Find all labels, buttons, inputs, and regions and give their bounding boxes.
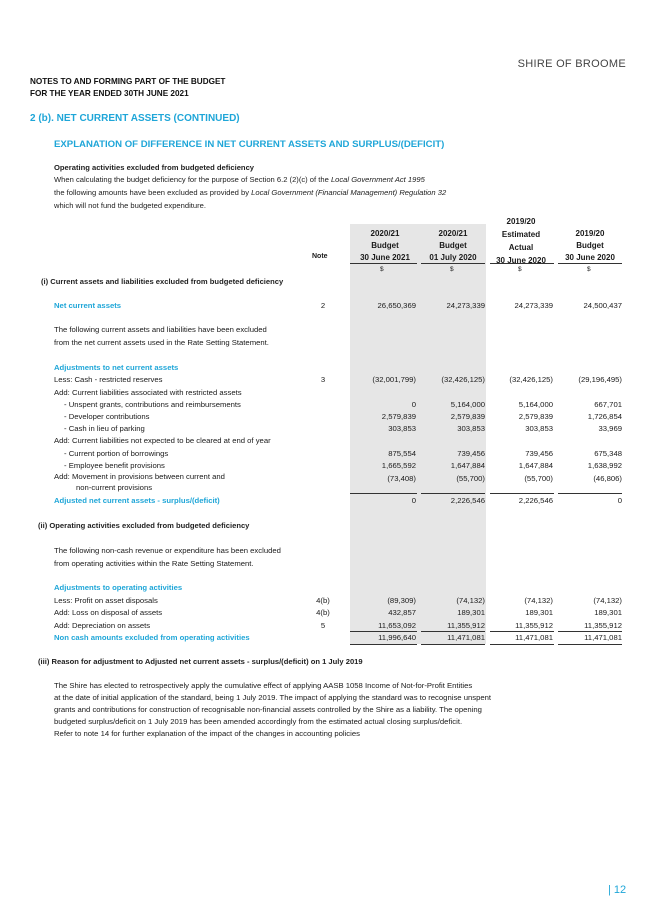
note-column-header: Note — [312, 253, 328, 260]
net-current-assets-c2: 24,273,339 — [446, 301, 485, 310]
part-iii-line-2: at the date of initial application of the standard, being 1 July 2019. The impact of applying the standard was to recognise unspent — [54, 693, 492, 702]
adjusted-net-current-assets-label: Adjusted net current assets - surplus/(deficit) — [54, 496, 220, 505]
cash-in-lieu-c4: 33,969 — [598, 424, 622, 433]
intro-line-1 — [54, 175, 425, 184]
header-rule-2 — [421, 263, 485, 264]
unspent-grants-c2: 5,164,000 — [450, 400, 485, 409]
header-line-2: FOR THE YEAR ENDED 30TH JUNE 2021 — [30, 89, 189, 98]
header-rule-4 — [558, 263, 622, 264]
developer-contributions-c4: 1,726,854 — [587, 412, 622, 421]
less-cash-c4: (29,196,495) — [578, 375, 622, 384]
profit-disposals-label: Less: Profit on asset disposals — [54, 596, 158, 605]
part-i-heading: (i) Current assets and liabilities excluded from budgeted deficiency — [41, 277, 284, 286]
intro-line-2 — [54, 188, 446, 197]
intro-text-2a: the following amounts have been excluded as provided by — [54, 188, 250, 197]
budget-columns-shading — [350, 224, 486, 644]
unspent-grants-c3: 5,164,000 — [518, 400, 553, 409]
movement-provisions-c4: (46,806) — [593, 474, 622, 483]
loss-disposal-label: Add: Loss on disposal of assets — [54, 608, 163, 617]
adjusted-net-current-assets-c3: 2,226,546 — [518, 496, 553, 505]
part-ii-text-2: from operating activities within the Rate Setting Statement. — [54, 559, 254, 568]
noncash-rule-1 — [350, 631, 417, 632]
part-i-text-2: from the net current assets used in the Rate Setting Statement. — [54, 338, 269, 347]
borrowings-c4: 675,348 — [594, 449, 622, 458]
part-ii-heading: (ii) Operating activities excluded from budgeted deficiency — [38, 521, 250, 530]
net-current-assets-c1: 26,650,369 — [377, 301, 416, 310]
organisation-name: SHIRE OF BROOME — [517, 58, 626, 70]
unit-col2: $ — [450, 266, 454, 273]
col3-type: Estimated — [501, 230, 541, 239]
loss-disposal-note: 4(b) — [316, 608, 330, 617]
col1-type: Budget — [371, 241, 399, 250]
intro-act-name: Local Government Act 1995 — [330, 175, 425, 184]
column-header-2020-21-budget-june-2021 — [350, 228, 420, 264]
unspent-grants-label: - Unspent grants, contributions and reimbursements — [64, 400, 241, 409]
unit-col1: $ — [380, 266, 384, 273]
cash-in-lieu-c3: 303,853 — [525, 424, 553, 433]
noncash-rule-2 — [421, 631, 485, 632]
part-iii-line-4: budgeted surplus/deficit on 1 July 2019 has been amended accordingly from the estimated actual closing surplus/deficit. — [54, 717, 463, 726]
intro-regulation-name: Local Government (Financial Management) Regulation 32 — [251, 188, 447, 197]
employee-provisions-label: - Employee benefit provisions — [64, 461, 165, 470]
part-iii-heading: (iii) Reason for adjustment to Adjusted net current assets - surplus/(deficit) on 1 July 2019 — [38, 657, 363, 666]
header-rule-1 — [350, 263, 417, 264]
noncash-bottom-rule-1 — [350, 644, 417, 645]
noncash-amounts-c2: 11,471,081 — [447, 633, 485, 642]
developer-contributions-c3: 2,579,839 — [518, 412, 553, 421]
adjusted-rule-2 — [421, 493, 485, 494]
header-line-1: NOTES TO AND FORMING PART OF THE BUDGET — [30, 77, 226, 86]
borrowings-c2: 739,456 — [457, 449, 485, 458]
unspent-grants-c1: 0 — [411, 400, 416, 409]
depreciation-note: 5 — [320, 621, 326, 630]
col1-date: 30 June 2021 — [360, 253, 410, 262]
borrowings-label: - Current portion of borrowings — [64, 449, 169, 458]
profit-disposals-c4: (74,132) — [593, 596, 622, 605]
col2-date: 01 July 2020 — [429, 253, 477, 262]
net-current-assets-label: Net current assets — [54, 301, 122, 310]
net-current-assets-c3: 24,273,339 — [514, 301, 553, 310]
col3-type-2: Actual — [508, 243, 534, 252]
movement-provisions-label-2: non-current provisions — [76, 483, 153, 492]
profit-disposals-note: 4(b) — [316, 596, 330, 605]
movement-provisions-c2: (55,700) — [456, 474, 485, 483]
unit-col4: $ — [587, 266, 591, 273]
operating-heading: Operating activities excluded from budgeted deficiency — [54, 163, 255, 172]
employee-provisions-c4: 1,638,992 — [587, 461, 622, 470]
movement-provisions-label: Add: Movement in provisions between current and — [54, 472, 225, 481]
noncash-bottom-rule-4 — [558, 644, 622, 645]
add-not-cleared-label: Add: Current liabilities not expected to be cleared at end of year — [54, 436, 271, 445]
developer-contributions-c2: 2,579,839 — [450, 412, 485, 421]
employee-provisions-c3: 1,647,884 — [518, 461, 553, 470]
depreciation-label: Add: Depreciation on assets — [54, 621, 151, 630]
adjusted-rule-4 — [558, 493, 622, 494]
adjustments-operating-heading: Adjustments to operating activities — [54, 583, 183, 592]
adjusted-net-current-assets-c2: 2,226,546 — [450, 496, 485, 505]
loss-disposal-c4: 189,301 — [594, 608, 622, 617]
col3-date: 30 June 2020 — [496, 256, 546, 265]
less-cash-note: 3 — [320, 375, 326, 384]
col3-year: 2019/20 — [506, 217, 536, 226]
movement-provisions-c1: (73,408) — [387, 474, 416, 483]
section-title: 2 (b). NET CURRENT ASSETS (CONTINUED) — [30, 113, 240, 124]
adjusted-net-current-assets-c4: 0 — [617, 496, 622, 505]
depreciation-c3: 11,355,912 — [515, 621, 553, 630]
noncash-rule-4 — [558, 631, 622, 632]
col1-year: 2020/21 — [370, 229, 400, 238]
profit-disposals-c2: (74,132) — [456, 596, 485, 605]
column-header-2019-20-estimated-actual — [486, 215, 556, 267]
movement-provisions-c3: (55,700) — [524, 474, 553, 483]
page-number: | 12 — [608, 884, 627, 896]
cash-in-lieu-c1: 303,853 — [388, 424, 416, 433]
net-current-assets-note: 2 — [320, 301, 326, 310]
noncash-rule-3 — [490, 631, 554, 632]
profit-disposals-c3: (74,132) — [524, 596, 553, 605]
borrowings-c3: 739,456 — [525, 449, 553, 458]
add-liabilities-label: Add: Current liabilities associated with restricted assets — [54, 388, 242, 397]
part-ii-text-1: The following non-cash revenue or expenditure has been excluded — [54, 546, 281, 555]
adjusted-rule-3 — [490, 493, 554, 494]
adjustments-net-current-assets-heading: Adjustments to net current assets — [54, 363, 179, 372]
adjusted-rule-1 — [350, 493, 417, 494]
intro-text-1a: When calculating the budget deficiency for the purpose of Section 6.2 (2)(c) of the — [54, 175, 329, 184]
less-cash-label: Less: Cash - restricted reserves — [54, 375, 163, 384]
less-cash-c1: (32,001,799) — [372, 375, 416, 384]
depreciation-c2: 11,355,912 — [447, 621, 485, 630]
intro-line-3: which will not fund the budgeted expenditure. — [54, 201, 206, 210]
column-header-2020-21-budget-july-2020 — [418, 228, 488, 264]
adjusted-net-current-assets-c1: 0 — [411, 496, 416, 505]
header-rule-3 — [490, 263, 554, 264]
part-iii-line-5: Refer to note 14 for further explanation of the impact of the changes in accounting policies — [54, 729, 360, 738]
part-i-text-1: The following current assets and liabilities have been excluded — [54, 325, 267, 334]
col4-date: 30 June 2020 — [565, 253, 615, 262]
developer-contributions-c1: 2,579,839 — [381, 412, 416, 421]
noncash-amounts-c3: 11,471,081 — [515, 633, 553, 642]
less-cash-c2: (32,426,125) — [441, 375, 485, 384]
column-header-2019-20-budget — [555, 228, 625, 264]
col2-type: Budget — [439, 241, 467, 250]
col2-year: 2020/21 — [438, 229, 468, 238]
loss-disposal-c1: 432,857 — [388, 608, 416, 617]
noncash-amounts-c4: 11,471,081 — [584, 633, 622, 642]
net-current-assets-c4: 24,500,437 — [583, 301, 622, 310]
part-iii-line-1: The Shire has elected to retrospectively apply the cumulative effect of applying AASB 1058 Income of Not-for-Profit Entities — [54, 681, 473, 690]
sub-title: EXPLANATION OF DIFFERENCE IN NET CURRENT ASSETS AND SURPLUS/(DEFICIT) — [54, 139, 445, 150]
depreciation-c4: 11,355,912 — [584, 621, 622, 630]
borrowings-c1: 875,554 — [388, 449, 416, 458]
unit-col3: $ — [518, 266, 522, 273]
unspent-grants-c4: 667,701 — [594, 400, 622, 409]
employee-provisions-c2: 1,647,884 — [450, 461, 485, 470]
cash-in-lieu-c2: 303,853 — [457, 424, 485, 433]
col4-type: Budget — [576, 241, 604, 250]
noncash-amounts-c1: 11,996,640 — [378, 633, 416, 642]
cash-in-lieu-label: - Cash in lieu of parking — [64, 424, 145, 433]
noncash-bottom-rule-2 — [421, 644, 485, 645]
depreciation-c1: 11,653,092 — [378, 621, 416, 630]
loss-disposal-c2: 189,301 — [457, 608, 485, 617]
part-iii-line-3: grants and contributions for construction of recognisable non-financial assets controlled by the Shire as a liability. The opening — [54, 705, 482, 714]
less-cash-c3: (32,426,125) — [509, 375, 553, 384]
profit-disposals-c1: (89,309) — [387, 596, 416, 605]
noncash-bottom-rule-3 — [490, 644, 554, 645]
developer-contributions-label: - Developer contributions — [64, 412, 150, 421]
employee-provisions-c1: 1,665,592 — [381, 461, 416, 470]
noncash-amounts-label: Non cash amounts excluded from operating activities — [54, 633, 250, 642]
col4-year: 2019/20 — [575, 229, 605, 238]
loss-disposal-c3: 189,301 — [525, 608, 553, 617]
